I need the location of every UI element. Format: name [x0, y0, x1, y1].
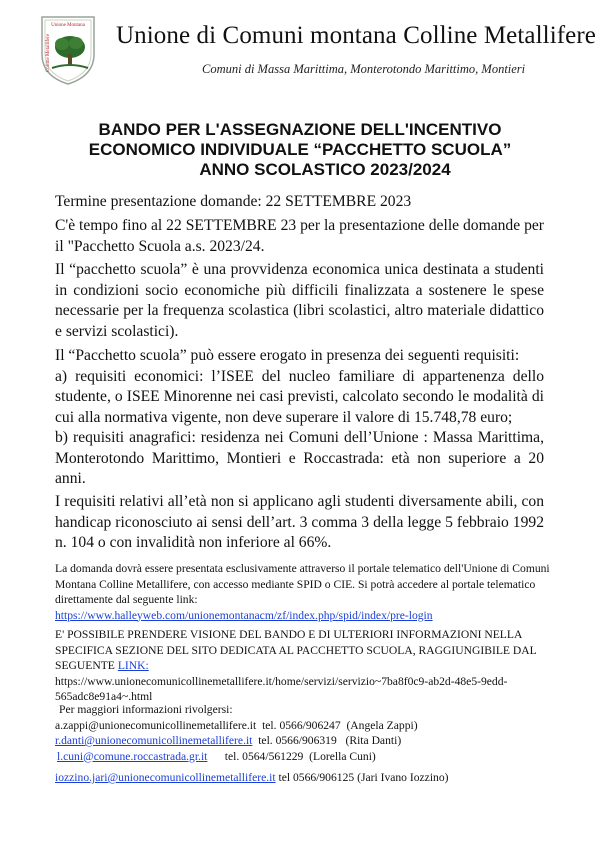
info-link-label[interactable]: LINK:	[117, 659, 149, 672]
contact-phone: tel. 0564/561229	[224, 749, 304, 763]
org-title: Unione di Comuni montana Colline Metallifere	[116, 22, 596, 49]
application-portal-link[interactable]: https://www.halleyweb.com/unionemontanacm/zf/index.php/spid/index/pre-login	[55, 608, 433, 622]
title-line-2: ECONOMICO INDIVIDUALE “PACCHETTO SCUOLA”	[88, 140, 512, 159]
title-line-3: ANNO SCOLASTICO 2023/2024	[199, 160, 451, 179]
requirements-intro: Il “Pacchetto scuola” può essere erogato in presenza dei seguenti requisiti:	[55, 347, 520, 364]
document-header	[38, 14, 596, 88]
contact-phone: tel. 0566/906247	[262, 718, 341, 732]
requirement-economic: a) requisiti economici: l’ISEE del nucleo familiare di appartenenza dello studente, o ISEE Minorenne nei casi previsti, calcolato secondo le modalità di cui alla normativa vigente, non deve superare il valore di 15.748,78 euro;	[55, 367, 544, 426]
org-subtitle: Comuni di Massa Marittima, Monterotondo Marittimo, Montieri	[202, 62, 526, 76]
contact-name: (Rita Danti)	[345, 734, 402, 747]
contact-email-link[interactable]: iozzino.jari@unionecomunicollinemetallifere.it	[55, 771, 276, 784]
application-section	[55, 561, 555, 623]
contacts-heading: Per maggiori informazioni rivolgersi:	[59, 703, 233, 716]
contact-email-link[interactable]: r.danti@unionecomunicollinemetallifere.it	[55, 734, 253, 747]
contact-row	[55, 770, 555, 786]
info-url: https://www.unionecomunicollinemetallifere.it/home/servizi/servizio~7ba8f0c9-ab2d-48e5-9edd-565adc8e91a4~.html	[55, 674, 508, 703]
requirement-personal: b) requisiti anagrafici: residenza nei Comuni dell’Unione : Massa Marittima, Monterotondo Marittimo, Montieri e Roccastrada: età non superiore a 20 anni.	[55, 429, 544, 487]
contact-row	[55, 733, 555, 749]
application-text: La domanda dovrà essere presentata esclusivamente attraverso il portale telematico dell'Unione di Comuni Montana Colline Metallifere, con accesso mediante SPID o CIE. Si potrà accedere al portale telematico direttamente dal seguente link:	[55, 562, 550, 606]
contact-row	[55, 718, 555, 734]
contact-email: a.zappi@unionecomunicollinemetallifere.it	[55, 718, 257, 732]
contact-name: (Jari Ivano Iozzino)	[357, 771, 449, 784]
svg-text:Unione Montana: Unione Montana	[51, 23, 85, 28]
contact-phone: tel. 0566/906319	[258, 734, 337, 747]
contact-row	[55, 749, 555, 765]
title-line-1: BANDO PER L'ASSEGNAZIONE DELL'INCENTIVO	[98, 120, 502, 139]
disability-paragraph: I requisiti relativi all’età non si applicano agli studenti diversamente abili, con handicap riconosciuto ai sensi dell’art. 3 comma 3 della legge 5 febbraio 1992 n. 104 o con invalidità non inferiore al 66%.	[55, 493, 544, 551]
svg-text:Colline Metallifere: Colline Metallifere	[46, 33, 51, 72]
document-title	[0, 120, 600, 180]
intro-paragraph: C'è tempo fino al 22 SETTEMBRE 23 per la presentazione delle domande per il "Pacchetto Scuola a.s. 2023/24.	[55, 217, 544, 255]
info-section	[55, 627, 555, 705]
contact-name: (Angela Zappi)	[346, 718, 418, 732]
requirements-section	[55, 346, 544, 490]
info-text: E' POSSIBILE PRENDERE VISIONE DEL BANDO E DI ULTERIORI INFORMAZIONI NELLA SPECIFICA SEZIONE DEL SITO DEDICATA AL PACCHETTO SCUOLA, RAGGIUNGIBILE DAL SEGUENTE	[55, 628, 537, 672]
description-paragraph: Il “pacchetto scuola” è una provvidenza economica unica destinata a studenti in condizioni socio economiche più difficili finalizzata a sostenere le spese necessarie per la frequenza scolastica (libri scolastici, altro materiale didattico e servizi scolastici).	[55, 261, 544, 340]
deadline-text: Termine presentazione domande: 22 SETTEMBRE 2023	[55, 193, 412, 210]
contacts-section	[55, 702, 555, 786]
contact-name: (Lorella Cuni)	[309, 749, 376, 763]
contact-phone: tel 0566/906125	[278, 771, 355, 784]
contact-email-link[interactable]: l.cuni@comune.roccastrada.gr.it	[57, 749, 208, 763]
union-logo	[38, 14, 98, 86]
